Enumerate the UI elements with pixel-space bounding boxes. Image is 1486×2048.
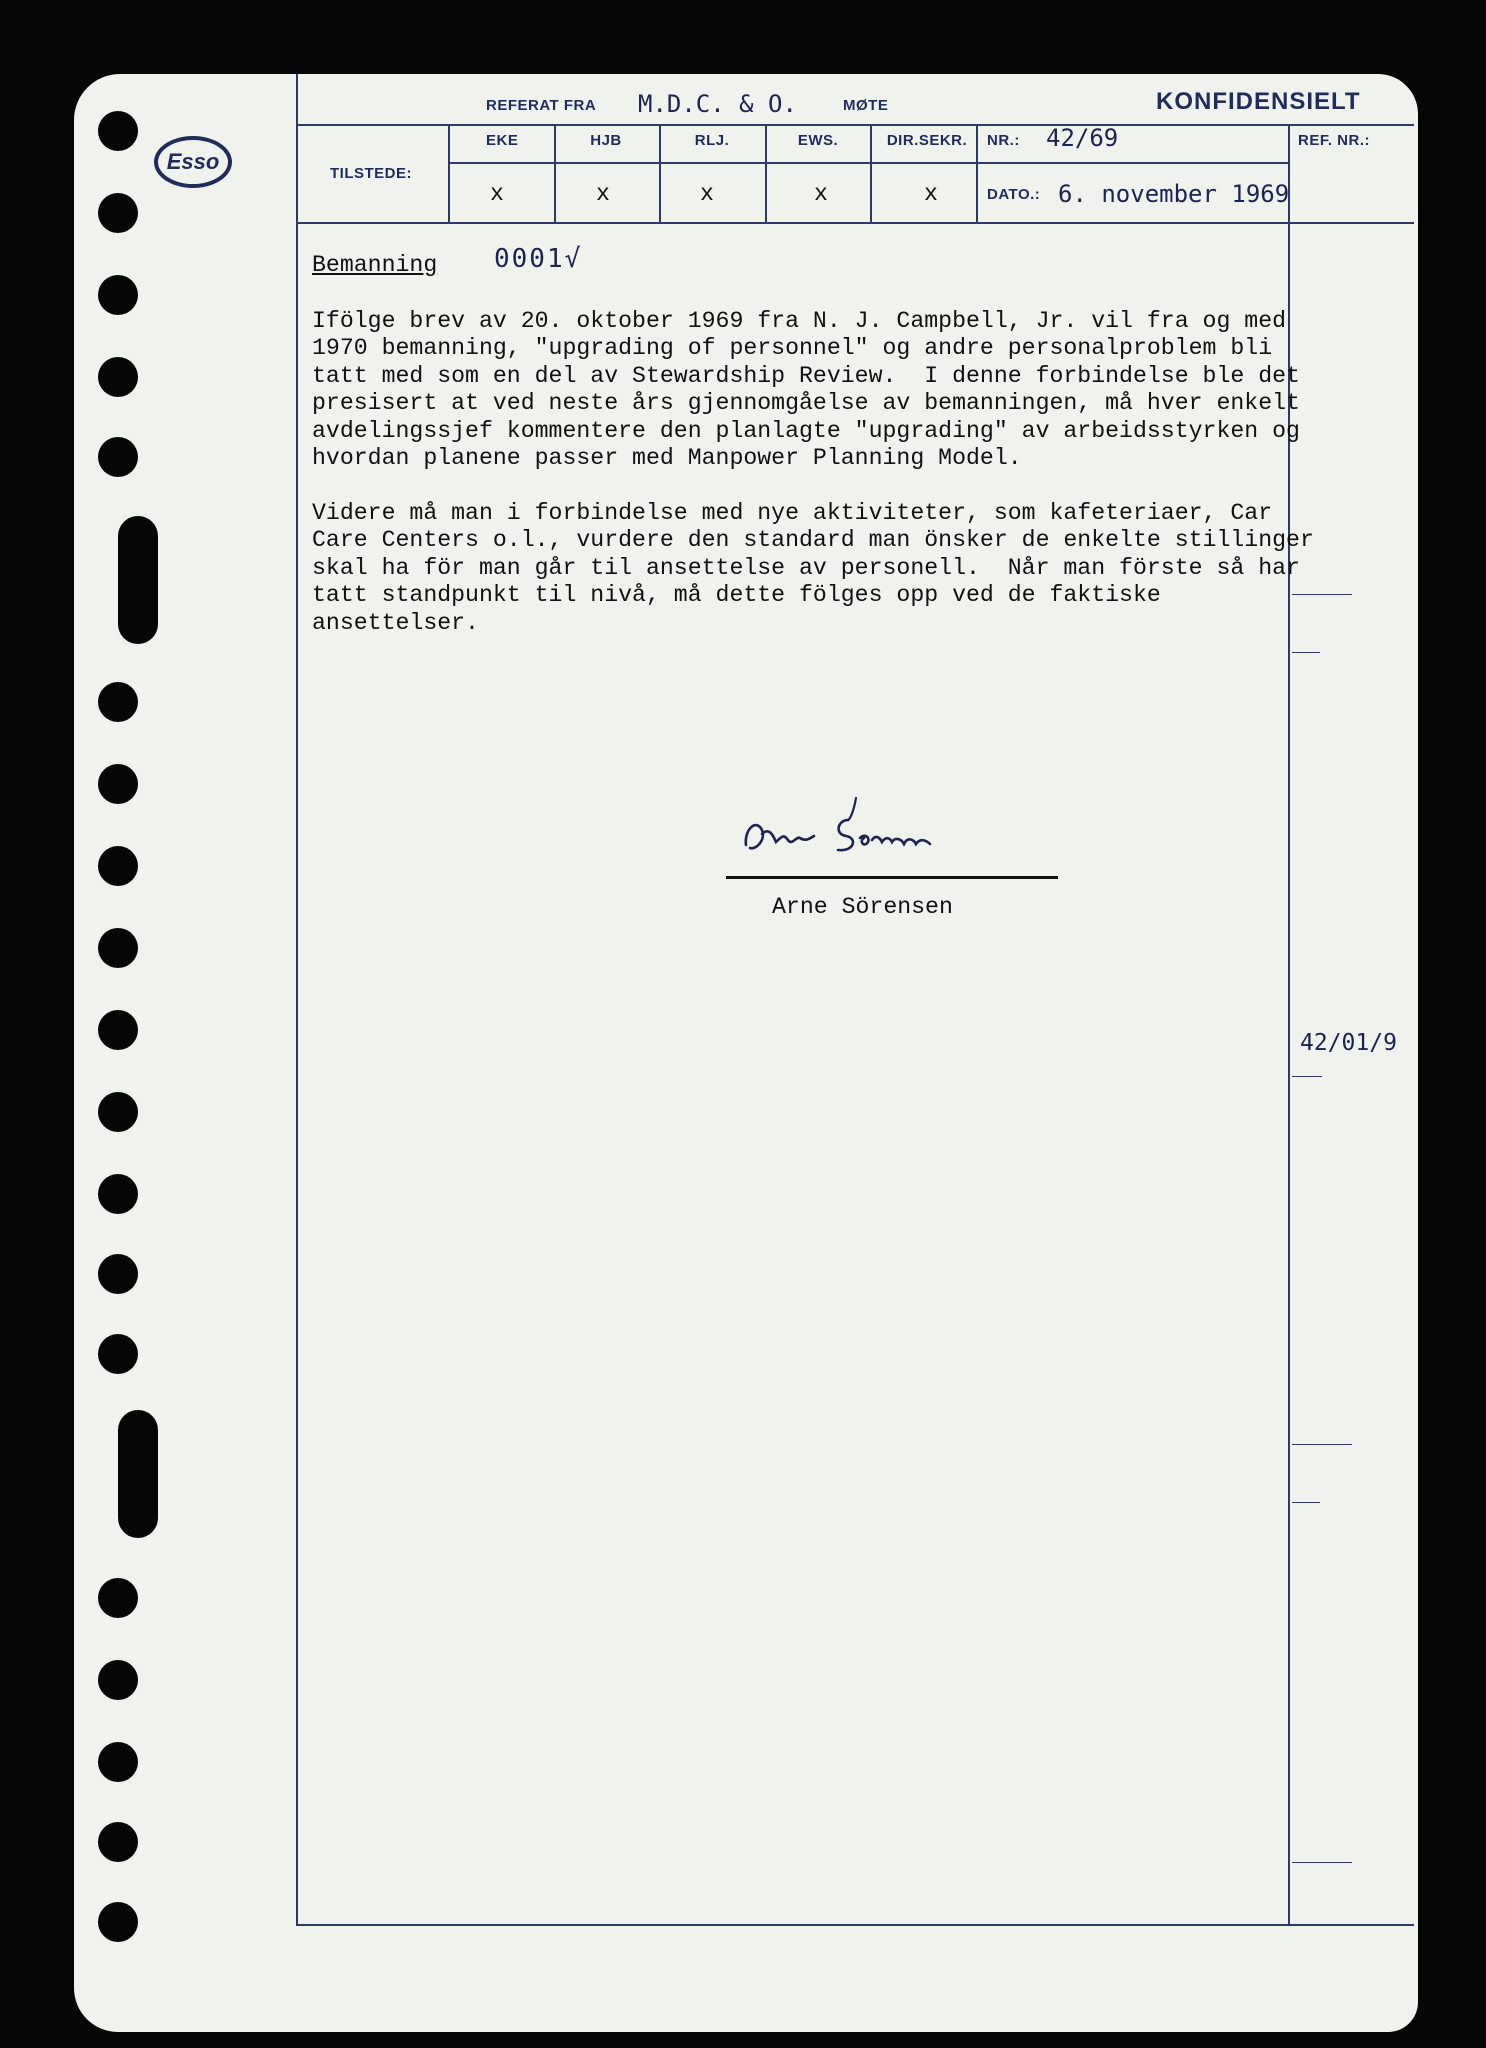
col-line [448,124,450,222]
heading-note: 0001√ [494,244,583,274]
binder-slot [118,516,158,644]
text-line: tatt med som en del av Stewardship Review. I denne forbindelse ble det [312,362,1300,389]
punch-hole [98,1660,138,1700]
text-line: Care Centers o.l., vurdere den standard man önsker de enkelte stillinger [312,527,1314,554]
paragraph-2 [312,500,1314,637]
attendee-mark: x [814,181,828,207]
punch-hole [98,846,138,886]
punch-hole [98,111,138,151]
punch-hole [98,1092,138,1132]
punch-hole [98,193,138,233]
margin-tick [1292,1502,1320,1503]
handwritten-signature [726,790,996,880]
col-line [554,124,556,222]
left-frame-line [296,74,298,1924]
text-line: tatt standpunkt til nivå, må dette fölges opp ved de faktiske [312,582,1161,609]
col-line [870,124,872,222]
col-line [659,124,661,222]
header-bottom-line [296,222,1414,224]
punch-hole [98,437,138,477]
punch-hole [98,682,138,722]
punch-hole [98,1742,138,1782]
binder-slot [118,1410,158,1538]
attendee-label-ews: EWS. [797,132,839,149]
bottom-frame-line [296,1924,1414,1926]
attendee-label-dirsekr: DIR.SEKR. [886,132,968,149]
attendee-mark: x [596,181,610,207]
punch-hole [98,764,138,804]
text-line: ansettelser. [312,609,479,636]
header-row-line [296,124,1414,126]
punch-hole [98,1334,138,1374]
dato-label: DATO.: [987,186,1041,203]
punch-hole [98,928,138,968]
margin-tick [1292,1076,1322,1077]
paragraph-1 [312,308,1300,472]
attendee-mark: x [490,181,504,207]
col-line [976,124,978,222]
section-heading: Bemanning [312,252,438,278]
mote-label: MØTE [843,97,889,114]
signature-line [726,876,1058,879]
text-line: skal ha för man går til ansettelse av personell. Når man förste så har [312,554,1300,581]
punch-hole [98,357,138,397]
confidential-label: KONFIDENSIELT [1156,88,1361,115]
text-line: avdelingssjef kommentere den planlagte "upgrading" av arbeidsstyrken og [312,417,1300,444]
referat-fra-label: REFERAT FRA [486,97,597,114]
attendee-mark: x [924,181,938,207]
text-line: hvordan planene passer med Manpower Planning Model. [312,445,1022,472]
punch-hole [98,1010,138,1050]
margin-tick [1292,1862,1352,1863]
nr-divider-line [976,162,1288,164]
col-line [765,124,767,222]
margin-tick [1292,1444,1352,1445]
ref-nr-label: REF. NR.: [1298,132,1370,149]
attendee-label-hjb: HJB [590,132,622,149]
punch-hole [98,1254,138,1294]
attendee-divider-line [448,162,976,164]
margin-tick [1292,652,1320,653]
dato-value: 6. november 1969 [1058,180,1290,208]
punch-hole [98,1902,138,1942]
punch-hole [98,1174,138,1214]
esso-logo: Esso [154,136,232,188]
punch-hole [98,1578,138,1618]
text-line: Videre må man i forbindelse med nye aktiviteter, som kafeteriaer, Car [312,500,1273,526]
punch-hole [98,275,138,315]
tilstede-label: TILSTEDE: [330,165,412,182]
punch-hole [98,1822,138,1862]
signature-name: Arne Sörensen [772,894,953,920]
attendee-mark: x [700,181,714,207]
margin-ref-note: 42/01/9 [1300,1030,1397,1056]
nr-label: NR.: [987,132,1020,149]
referat-fra-value: M.D.C. & O. [638,90,797,118]
attendee-label-rlj: RLJ. [694,132,730,149]
nr-value: 42/69 [1046,124,1119,152]
text-line: Ifölge brev av 20. oktober 1969 fra N. J. Campbell, Jr. vil fra og med [312,308,1287,334]
text-line: 1970 bemanning, "upgrading of personnel" og andre personalproblem bli [312,335,1273,362]
text-line: presisert at ved neste års gjennomgåelse av bemanningen, må hver enkelt [312,390,1300,417]
attendee-label-eke: EKE [486,132,519,149]
